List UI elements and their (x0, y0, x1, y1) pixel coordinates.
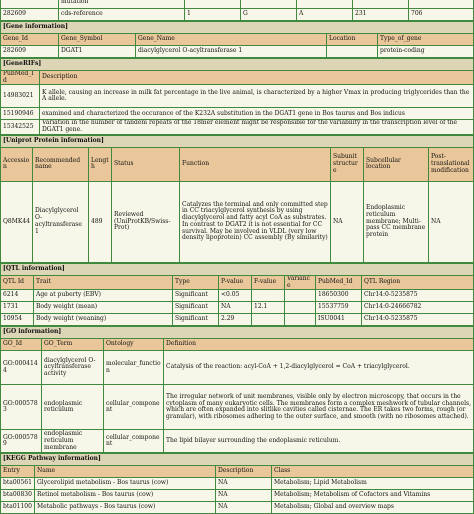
column-header: Function (180, 148, 330, 181)
table-cell (327, 46, 377, 57)
table-row (1, 430, 473, 452)
column-header: Description (40, 71, 473, 84)
table-row (1, 182, 473, 262)
table-cell: 1 (185, 9, 240, 20)
table-cell: NA (219, 302, 251, 313)
section-title: [QTL information] (1, 264, 473, 275)
gene-information-table (0, 21, 474, 58)
table-cell: K allele, causing an increase in milk fat percentage in the live animal, is characterized by a higher Vmax in producing triglycerides than the A allele. (40, 85, 473, 107)
column-header: Description (216, 466, 271, 477)
table-cell: GO:0005783 (1, 385, 41, 429)
table-cell: 18650300 (316, 290, 361, 301)
table-row (1, 385, 473, 429)
table-cell: GO:0004144 (1, 351, 41, 384)
table-cell: Significant (173, 302, 218, 313)
table-cell: 706 (409, 9, 473, 20)
kegg-table (0, 453, 474, 514)
table-cell: GO:0005789 (1, 430, 41, 452)
header-row (1, 71, 473, 84)
table-row (1, 9, 473, 20)
column-header: Status (112, 148, 179, 181)
column-header: QTL Region (362, 276, 473, 289)
table-row (1, 108, 473, 119)
table-cell: <0.05 (219, 290, 251, 301)
go-table (0, 326, 474, 453)
column-header: F-value (252, 276, 284, 289)
table-cell: Chr14:0-5235875 (362, 314, 473, 325)
table-cell: examined and characterized the occurance of the K232A substitution in the DGAT1 gene in Bos taurus and Bos indicus (40, 108, 473, 119)
table-cell (297, 0, 352, 8)
table-row (1, 302, 473, 313)
table-cell: Variation in the number of tandem repeats of the 18mer element might be responsible for the variability in the transcription level of the DGAT1 gene. (40, 120, 473, 133)
section-title: [Uniprot Protein information] (1, 136, 473, 147)
section-title: [Gene information] (1, 22, 473, 33)
table-cell: 231 (353, 9, 408, 20)
generifs-table (0, 58, 474, 135)
section-title: [GO information] (1, 327, 473, 338)
table-row (1, 314, 473, 325)
table-cell (409, 0, 473, 8)
table-cell (285, 302, 315, 313)
column-header: Ontology (104, 339, 163, 350)
table-row (1, 290, 473, 301)
table-row (1, 85, 473, 107)
header-row (1, 466, 473, 477)
header-row (1, 148, 473, 181)
table-cell: Chr14:0-24666782 (362, 302, 473, 313)
table-cell: cellular_component (104, 430, 163, 452)
table-row (1, 0, 473, 8)
table-cell: molecular_function (104, 351, 163, 384)
table-cell: 15190946 (1, 108, 39, 119)
table-cell: The lipid bilayer surrounding the endoplasmic reticulum. (164, 430, 473, 452)
table-cell: Retinol metabolism - Bos taurus (cow) (35, 490, 215, 501)
table-cell: Metabolism; Lipid Metabolism (272, 478, 473, 489)
column-header: Gene_Id (1, 34, 58, 45)
table-cell: 14983021 (1, 85, 39, 107)
table-cell: bta00561 (1, 478, 34, 489)
table-cell: NA (331, 182, 363, 262)
table-cell: 15342525 (1, 120, 39, 133)
column-header: Definition (164, 339, 473, 350)
mutation-table (0, 0, 474, 21)
section-title: [GeneRIFs] (1, 59, 473, 70)
column-header: Location (327, 34, 377, 45)
column-header: Class (272, 466, 473, 477)
column-header: Trait (34, 276, 172, 289)
table-cell: Reviewed (UniProtKB/Swiss-Prot) (112, 182, 179, 262)
table-cell: bta00830 (1, 490, 34, 501)
table-row (1, 120, 473, 133)
table-cell: cellular_component (104, 385, 163, 429)
table-cell: 1731 (1, 302, 33, 313)
table-cell: Endoplasmic reticulum membrane; Multi-pass CC membrane protein (364, 182, 428, 262)
table-cell (353, 0, 408, 8)
column-header: Length (89, 148, 111, 181)
table-cell: Chr14:0-5235875 (362, 290, 473, 301)
table-cell: endoplasmic reticulum (42, 385, 103, 429)
table-cell: 282609 (1, 9, 58, 20)
column-header: Recommended name (33, 148, 88, 181)
column-header: Subcellular location (364, 148, 428, 181)
column-header: Type (173, 276, 218, 289)
column-header: Variance (285, 276, 315, 289)
table-cell: NA (216, 502, 271, 513)
table-cell (285, 314, 315, 325)
table-cell: bta01100 (1, 502, 34, 513)
table-cell: Significant (173, 290, 218, 301)
table-cell: protein-coding (378, 46, 473, 57)
table-cell: mutation (59, 0, 184, 8)
table-cell: 12.1 (252, 302, 284, 313)
uniprot-table (0, 135, 474, 263)
table-cell: endoplasmic reticulum membrane (42, 430, 103, 452)
table-row (1, 46, 473, 57)
table-cell: 10954 (1, 314, 33, 325)
column-header: P-value (219, 276, 251, 289)
column-header: Gene_Name (136, 34, 326, 45)
table-cell (285, 290, 315, 301)
column-header: Subunit structure (331, 148, 363, 181)
table-cell: ISU0041 (316, 314, 361, 325)
header-row (1, 276, 473, 289)
table-cell: 15537759 (316, 302, 361, 313)
section-title: [KEGG Pathway information] (1, 454, 473, 465)
header-row (1, 339, 473, 350)
column-header: Post-translational modification (429, 148, 473, 181)
table-cell: 2.29 (219, 314, 251, 325)
column-header: Gene_Symbol (59, 34, 135, 45)
column-header: GO_Term (42, 339, 103, 350)
table-cell: DGAT1 (59, 46, 135, 57)
table-cell (252, 290, 284, 301)
table-cell: Catalyzes the terminal and only committed step in CC triacylglycerol synthesis by using diacylglycerol and fatty acyl CoA as substrates. In contrast to DGAT2 it is not essential for CC survival. May be involved in VLDL (very low density lipoprotein) CC assembly (By similarity) (180, 182, 330, 262)
table-cell: NA (429, 182, 473, 262)
table-row (1, 478, 473, 489)
table-cell (252, 314, 284, 325)
column-header: PubMed_Id (1, 71, 39, 84)
qtl-table (0, 263, 474, 326)
table-row (1, 502, 473, 513)
table-row (1, 490, 473, 501)
table-cell: cds-reference (59, 9, 184, 20)
table-cell: Catalysis of the reaction: acyl-CoA + 1,2-diacylglycerol = CoA + triacylglycerol. (164, 351, 473, 384)
table-cell: NA (216, 490, 271, 501)
table-cell: Metabolism; Global and overview maps (272, 502, 473, 513)
table-cell (185, 0, 240, 8)
table-cell: Metabolism; Metabolism of Cofactors and Vitamins (272, 490, 473, 501)
column-header: Entry (1, 466, 34, 477)
column-header: Name (35, 466, 215, 477)
column-header: QTL Id (1, 276, 33, 289)
table-cell: G (241, 9, 296, 20)
table-cell: 6214 (1, 290, 33, 301)
column-header: Type_of_gene (378, 34, 473, 45)
table-cell: A (297, 9, 352, 20)
header-row (1, 34, 473, 45)
column-header: Accession (1, 148, 32, 181)
table-cell: Diacylglycerol O-acyltransferase 1 (33, 182, 88, 262)
table-row (1, 351, 473, 384)
table-cell (1, 0, 58, 8)
table-cell (241, 0, 296, 8)
table-cell: Body weight (weaning) (34, 314, 172, 325)
table-cell: diacylglycerol O-acyltransferase 1 (136, 46, 326, 57)
table-cell: Metabolic pathways - Bos taurus (cow) (35, 502, 215, 513)
table-cell: Significant (173, 314, 218, 325)
column-header: PubMed_Id (316, 276, 361, 289)
table-cell: NA (216, 478, 271, 489)
table-cell: Age at puberty (EBV) (34, 290, 172, 301)
table-cell: 282609 (1, 46, 58, 57)
table-cell: diacylglycerol O-acyltransferase activity (42, 351, 103, 384)
table-cell: Glycerolipid metabolism - Bos taurus (cow) (35, 478, 215, 489)
column-header: GO_Id (1, 339, 41, 350)
table-cell: 489 (89, 182, 111, 262)
table-cell: The irregular network of unit membranes, visible only by electron microscopy, that occurs in the cytoplasm of many eukaryotic cells. The membranes form a complex meshwork of tubular channels, which are often expanded into slitlike cavities called cisternae. The ER takes two forms, rough (or granular), with ribosomes adhering to the outer surface, and smooth (with no ribosomes attached). (164, 385, 473, 429)
table-cell: Q8MK44 (1, 182, 32, 262)
table-cell: Body weight (mean) (34, 302, 172, 313)
